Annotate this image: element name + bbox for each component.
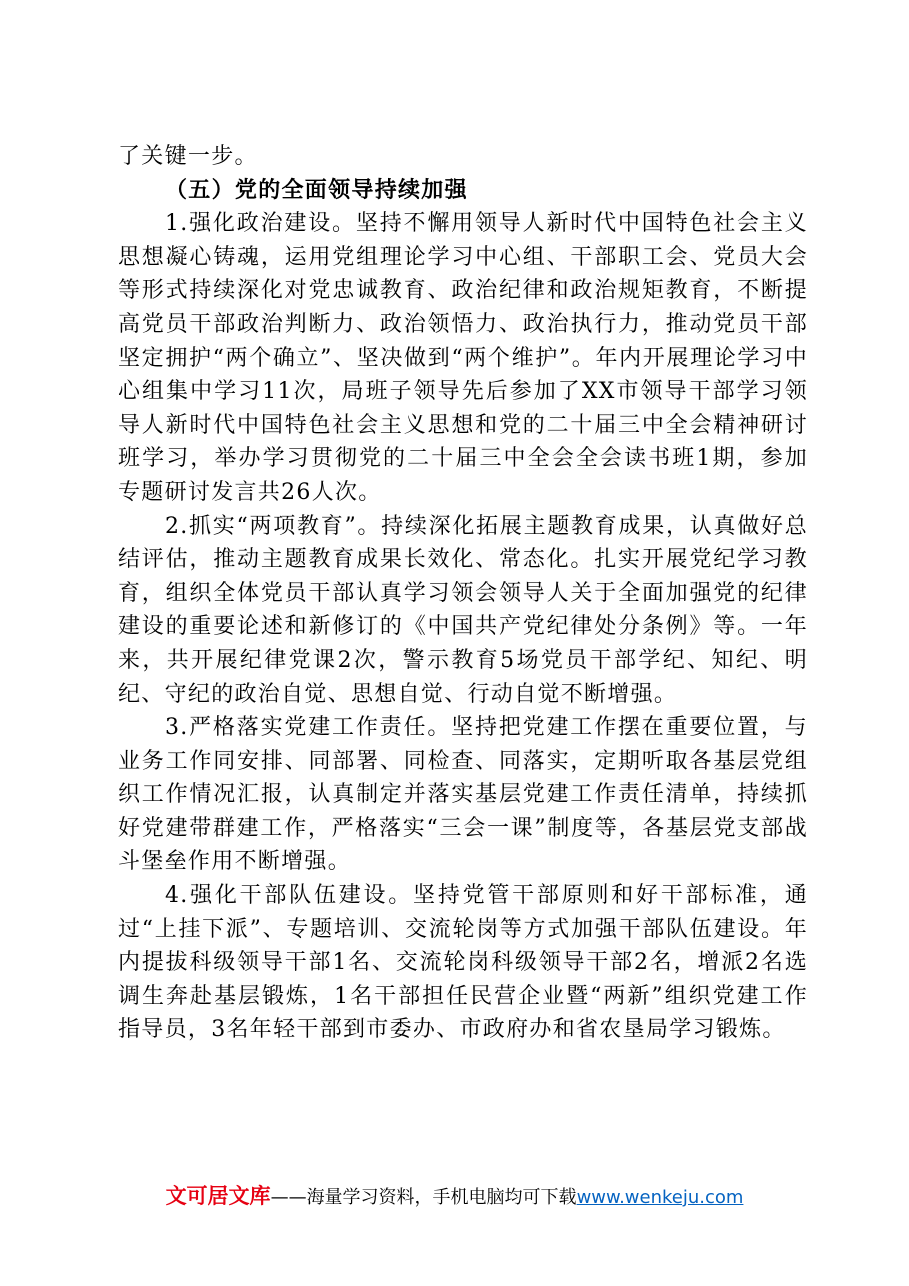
continuation-text: 了关键一步。: [118, 144, 258, 169]
footer-slogan: ——海量学习资料，手机电脑均可下载: [270, 1187, 577, 1208]
paragraph-cadre-team-building: 4.强化干部队伍建设。坚持党管干部原则和好干部标准，通过“上挂下派”、专题培训、交流轮岗等方式加强干部队伍建设。年内提拔科级领导干部1名、交流轮岗科级领导干部2名，增派2名选调生奔赴基层锻炼，1名干部担任民营企业暨“两新”组织党建工作指导员，3名年轻干部到市委办、市政府办和省农垦局学习锻炼。: [118, 883, 808, 1043]
footer-url-link[interactable]: www.wenkeju.com: [576, 1187, 744, 1208]
paragraph-political-building: 1.强化政治建设。坚持不懈用领导人新时代中国特色社会主义思想凝心铸魂，运用党组理论学习中心组、干部职工会、党员大会等形式持续深化对党忠诚教育、政治纪律和政治规矩教育，不断提高党员干部政治判断力、政治领悟力、政治执行力，推动党员干部坚定拥护“两个确立”、坚决做到“两个维护”。年内开展理论学习中心组集中学习11次，局班子领导先后参加了XX市领导干部学习领导人新时代中国特色社会主义思想和党的二十届三中全会精神研讨班学习，举办学习贯彻党的二十届三中全会全会读书班1期，参加专题研讨发言共26人次。: [118, 211, 808, 505]
paragraph-two-educations: 2.抓实“两项教育”。持续深化拓展主题教育成果，认真做好总结评估，推动主题教育成果长效化、常态化。扎实开展党纪学习教育，组织全体党员干部认真学习领会领导人关于全面加强党的纪律建设的重要论述和新修订的《中国共产党纪律处分条例》等。一年来，共开展纪律党课2次，警示教育5场党员干部学纪、知纪、明纪、守纪的政治自觉、思想自觉、行动自觉不断增强。: [118, 513, 808, 707]
footer-brand: 文可居文库: [165, 1184, 271, 1208]
document-body: [118, 140, 808, 1047]
footer-banner: [0, 1183, 909, 1211]
section-heading: （五）党的全面领导持续加强: [165, 176, 468, 203]
paragraph-party-building-responsibility: 3.严格落实党建工作责任。坚持把党建工作摆在重要位置，与业务工作同安排、同部署、同检查、同落实，定期听取各基层党组织工作情况汇报，认真制定并落实基层党建工作责任清单，持续抓好党建带群建工作，严格落实“三会一课”制度等，各基层党支部战斗堡垒作用不断增强。: [118, 715, 808, 875]
